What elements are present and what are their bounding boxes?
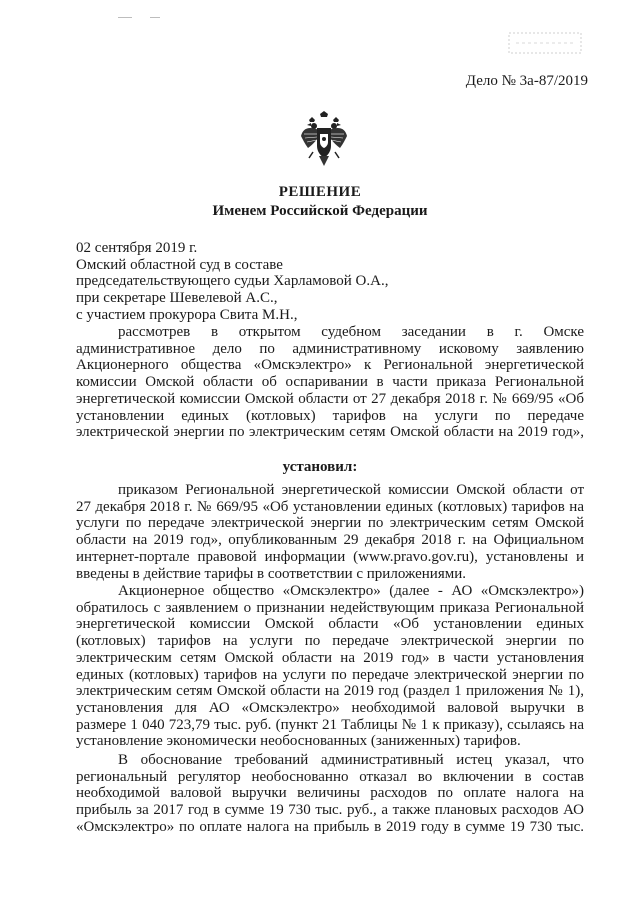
document-title: РЕШЕНИЕ: [278, 184, 362, 200]
paragraph-line: административное дело по административному исковому заявлению: [76, 340, 584, 357]
paragraph-line: введены в действие тарифы в соответствии с приложениями.: [76, 565, 466, 582]
paragraph-line: услуги по передаче электрической энергии по электрическим сетям Омской: [76, 515, 584, 532]
paragraph-line: обратилось с заявлением о признании недействующим приказа Региональной: [76, 599, 584, 616]
paragraph-line: Акционерного общества «Омскэлектро» к Региональной энергетической: [76, 357, 584, 374]
paragraph-considering: [76, 324, 584, 441]
paragraph-line: энергетической комиссии Омской области от 27 декабря 2018 г. № 669/95 «Об: [76, 390, 584, 407]
paragraph-line: электрической энергии по электрическим сетям Омской области на 2019 год»,: [76, 424, 584, 441]
paragraph-grounds: [76, 752, 584, 836]
scan-mark: [118, 17, 132, 18]
paragraph-line: региональный регулятор необоснованно отказал во включении в состав: [76, 768, 584, 785]
paragraph-line: (котловых) тарифов на услуги по передаче электрической энергии по: [76, 633, 584, 650]
paragraph-line: установления для АО «Омскэлектро» необходимой валовой выручки в: [76, 699, 584, 716]
paragraph-line: установление экономически необоснованных (заниженных) тарифов.: [76, 733, 521, 750]
intro-line: при секретаре Шевелевой А.С.,: [76, 290, 278, 307]
intro-line: с участием прокурора Свита М.Н.,: [76, 306, 298, 323]
paragraph-line: В обоснование требований административный истец указал, что: [118, 752, 584, 768]
paragraph-line: необходимой валовой выручки величины расходов по оплате налога на: [76, 785, 584, 802]
paragraph-line: 27 декабря 2018 г. № 669/95 «Об установлении единых (котловых) тарифов на: [76, 498, 584, 515]
double-headed-eagle-icon: [299, 110, 349, 170]
paragraph-line: «Омскэлектро» по оплате налога на прибыль в 2019 году в сумме 19 730 тыс.: [76, 818, 584, 835]
paragraph-line: размере 1 040 723,79 тыс. руб. (пункт 21 Таблицы № 1 к приказу), ссылаясь на: [76, 716, 584, 733]
paragraph-line: электрическим сетям Омской области на 2019 год» в части установления: [76, 649, 584, 666]
section-heading-established: установил:: [282, 459, 358, 475]
document-subtitle: Именем Российской Федерации: [212, 203, 428, 219]
intro-line: председательствующего судьи Харламовой О.А.,: [76, 273, 389, 290]
paragraph-line: рассмотрев в открытом судебном заседании в г. Омске: [118, 324, 584, 340]
paragraph-line: интернет-портале правовой информации (www.pravo.gov.ru), установлены и: [76, 548, 584, 565]
intro-line: Омский областной суд в составе: [76, 256, 283, 273]
paragraph-line: Акционерное общество «Омскэлектро» (далее - АО «Омскэлектро»): [118, 583, 584, 599]
faint-stamp-mark: [508, 32, 582, 54]
paragraph-claim: [76, 583, 584, 750]
paragraph-line: единых (котловых) тарифов на услуги по передаче электрической энергии по: [76, 666, 584, 683]
case-number: Дело № 3а-87/2019: [465, 73, 588, 89]
paragraph-line: установлении единых (котловых) тарифов на услуги по передаче: [76, 407, 584, 424]
paragraph-line: энергетической комиссии Омской области «Об установлении единых: [76, 616, 584, 633]
paragraph-line: приказом Региональной энергетической комиссии Омской области от: [118, 482, 584, 498]
intro-line: 02 сентября 2019 г.: [76, 240, 198, 256]
paragraph-order: [76, 482, 584, 582]
paragraph-line: комиссии Омской области об оспаривании в части приказа Региональной: [76, 374, 584, 391]
paragraph-line: области на 2019 год», опубликованным 29 декабря 2018 г. на Официальном: [76, 532, 584, 549]
intro-block: [76, 240, 584, 324]
scan-mark: [150, 17, 160, 18]
paragraph-line: прибыль за 2017 год в сумме 19 730 тыс. руб., а также плановых расходов АО: [76, 802, 584, 819]
paragraph-line: электрическим сетям Омской области на 2019 год (раздел 1 приложения № 1),: [76, 683, 584, 700]
